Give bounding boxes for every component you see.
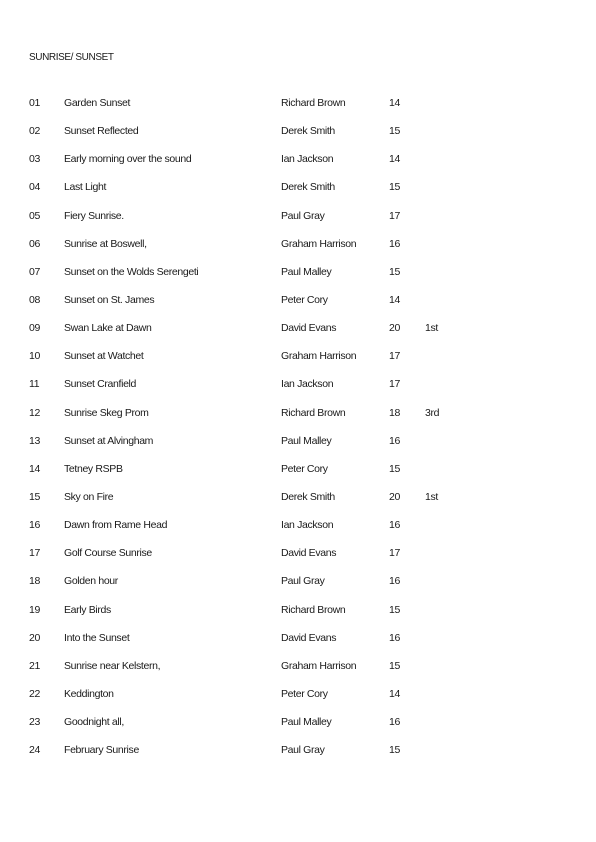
- entry-author: Ian Jackson: [281, 378, 334, 391]
- entry-author: Derek Smith: [281, 125, 335, 138]
- table-row: [29, 117, 549, 145]
- entry-score: 16: [389, 519, 400, 532]
- table-row: [29, 258, 549, 286]
- entry-score: 14: [389, 687, 400, 700]
- entry-score: 17: [389, 547, 400, 560]
- entry-number: 12: [29, 406, 40, 419]
- entry-score: 15: [389, 265, 400, 278]
- table-row: [29, 342, 549, 370]
- entry-title: Garden Sunset: [64, 97, 131, 109]
- entry-title: Sunrise near Kelstern,: [64, 659, 161, 672]
- table-row: [29, 173, 549, 201]
- entry-author: Paul Gray: [281, 209, 325, 222]
- table-row: [29, 89, 549, 117]
- entry-author: Peter Cory: [281, 462, 328, 475]
- table-row: [29, 314, 549, 342]
- entry-author: David Evans: [281, 547, 337, 560]
- table-row: [29, 624, 549, 652]
- entry-author: Richard Brown: [281, 97, 346, 109]
- table-row: [29, 539, 549, 567]
- table-row: [29, 511, 549, 539]
- entry-author: Graham Harrison: [281, 659, 357, 672]
- entry-number: 23: [29, 716, 40, 729]
- entry-title: Sunset at Alvingham: [64, 434, 154, 447]
- results-table: [29, 89, 549, 764]
- entry-score: 16: [389, 575, 400, 588]
- entry-title: Early Birds: [64, 603, 111, 616]
- entry-author: Paul Malley: [281, 716, 332, 729]
- entry-score: 20: [389, 322, 400, 335]
- entry-title: Swan Lake at Dawn: [64, 322, 152, 335]
- entry-author: Paul Gray: [281, 575, 325, 588]
- entry-score: 16: [389, 237, 400, 250]
- entry-title: Last Light: [64, 181, 107, 194]
- entry-score: 17: [389, 378, 400, 391]
- entry-number: 07: [29, 265, 40, 278]
- entry-number: 10: [29, 350, 40, 363]
- entry-number: 02: [29, 125, 40, 138]
- entry-number: 15: [29, 490, 40, 503]
- entry-number: 14: [29, 462, 40, 475]
- entry-score: 20: [389, 490, 400, 503]
- entry-number: 03: [29, 153, 40, 166]
- entry-number: 17: [29, 547, 40, 560]
- entry-score: 15: [389, 181, 400, 194]
- entry-title: Early morning over the sound: [64, 153, 192, 166]
- entry-number: 16: [29, 519, 40, 532]
- entry-title: Into the Sunset: [64, 631, 130, 644]
- entry-number: 24: [29, 744, 40, 757]
- entry-author: Paul Gray: [281, 744, 325, 757]
- table-row: [29, 455, 549, 483]
- entry-title: Dawn from Rame Head: [64, 519, 168, 532]
- entry-number: 22: [29, 687, 40, 700]
- entry-number: 04: [29, 181, 40, 194]
- entry-title: Tetney RSPB: [64, 462, 123, 475]
- table-row: [29, 567, 549, 595]
- entry-author: Richard Brown: [281, 603, 346, 616]
- entry-title: Keddington: [64, 687, 114, 700]
- entry-number: 20: [29, 631, 40, 644]
- entry-author: Derek Smith: [281, 181, 335, 194]
- table-row: [29, 596, 549, 624]
- table-row: [29, 145, 549, 173]
- entry-author: Peter Cory: [281, 687, 328, 700]
- entry-author: Derek Smith: [281, 490, 335, 503]
- entry-score: 14: [389, 97, 400, 109]
- entry-title: Sunset Reflected: [64, 125, 139, 138]
- entry-author: Ian Jackson: [281, 519, 334, 532]
- entry-number: 11: [29, 378, 40, 391]
- table-row: [29, 736, 549, 764]
- entry-title: Sunset Cranfield: [64, 378, 137, 391]
- entry-title: Sunrise Skeg Prom: [64, 406, 149, 419]
- entry-author: Richard Brown: [281, 406, 346, 419]
- entry-number: 08: [29, 293, 40, 306]
- entry-place: 1st: [425, 490, 438, 503]
- table-row: [29, 427, 549, 455]
- table-row: [29, 483, 549, 511]
- entry-number: 18: [29, 575, 40, 588]
- entry-number: 09: [29, 322, 40, 335]
- entry-score: 15: [389, 603, 400, 616]
- entry-author: Graham Harrison: [281, 237, 357, 250]
- entry-score: 17: [389, 350, 400, 363]
- entry-number: 13: [29, 434, 40, 447]
- entry-title: Sunset on the Wolds Serengeti: [64, 265, 199, 278]
- entry-title: February Sunrise: [64, 744, 139, 757]
- entry-score: 15: [389, 125, 400, 138]
- entry-title: Sunset at Watchet: [64, 350, 144, 363]
- entry-number: 01: [29, 97, 40, 109]
- entry-author: Paul Malley: [281, 265, 332, 278]
- table-row: [29, 370, 549, 398]
- entry-title: Sky on Fire: [64, 490, 114, 503]
- table-row: [29, 202, 549, 230]
- entry-score: 17: [389, 209, 400, 222]
- table-row: [29, 286, 549, 314]
- entry-score: 14: [389, 293, 400, 306]
- entry-score: 16: [389, 631, 400, 644]
- entry-number: 06: [29, 237, 40, 250]
- entry-score: 14: [389, 153, 400, 166]
- entry-title: Fiery Sunrise.: [64, 209, 124, 222]
- entry-place: 3rd: [425, 406, 440, 419]
- table-row: [29, 652, 549, 680]
- entry-score: 18: [389, 406, 400, 419]
- entry-number: 05: [29, 209, 40, 222]
- entry-author: Graham Harrison: [281, 350, 357, 363]
- entry-title: Golden hour: [64, 575, 118, 588]
- entry-number: 19: [29, 603, 40, 616]
- entry-author: Ian Jackson: [281, 153, 334, 166]
- entry-author: David Evans: [281, 322, 337, 335]
- entry-number: 21: [29, 659, 40, 672]
- entry-place: 1st: [425, 322, 438, 335]
- page-title: SUNRISE/ SUNSET: [29, 52, 114, 63]
- table-row: [29, 708, 549, 736]
- entry-score: 15: [389, 744, 400, 757]
- table-row: [29, 230, 549, 258]
- entry-title: Sunrise at Boswell,: [64, 237, 147, 250]
- entry-title: Goodnight all,: [64, 716, 124, 729]
- entry-title: Sunset on St. James: [64, 293, 155, 306]
- entry-author: Paul Malley: [281, 434, 332, 447]
- table-row: [29, 680, 549, 708]
- entry-score: 16: [389, 716, 400, 729]
- entry-score: 15: [389, 462, 400, 475]
- entry-title: Golf Course Sunrise: [64, 547, 152, 560]
- entry-score: 15: [389, 659, 400, 672]
- entry-author: David Evans: [281, 631, 337, 644]
- entry-author: Peter Cory: [281, 293, 328, 306]
- entry-score: 16: [389, 434, 400, 447]
- table-row: [29, 399, 549, 427]
